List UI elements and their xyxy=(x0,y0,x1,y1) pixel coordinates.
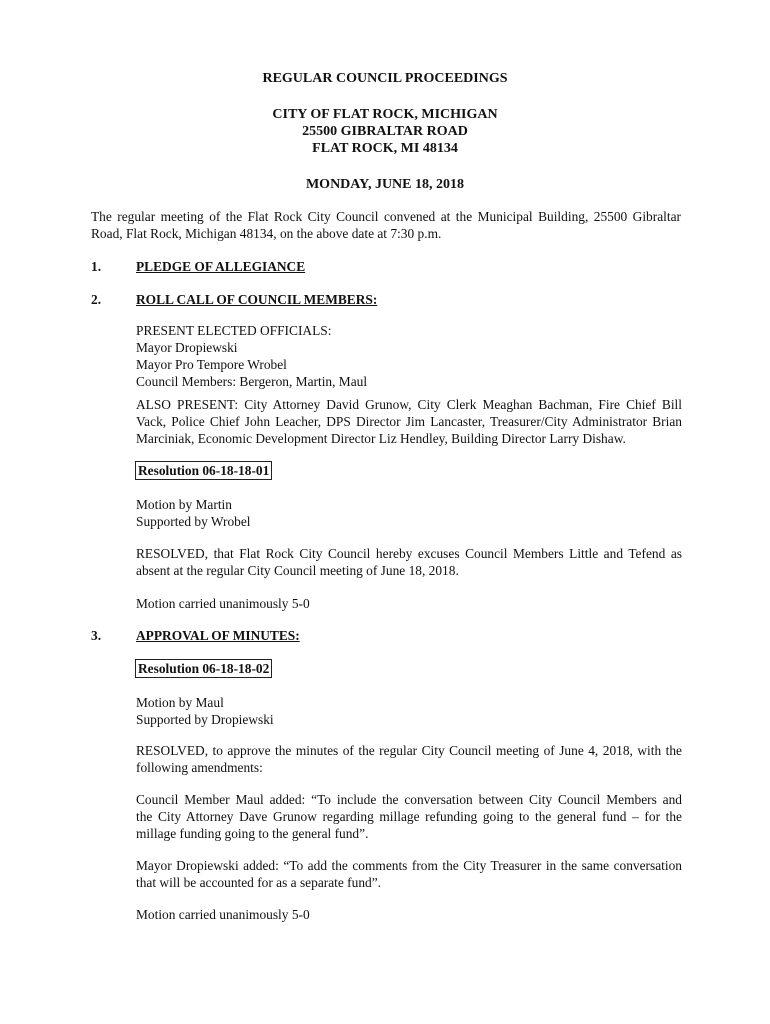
motion-by-2: Motion by Maul xyxy=(136,695,224,710)
section-title-pledge: PLEDGE OF ALLEGIANCE xyxy=(136,259,306,274)
city-name: CITY OF FLAT ROCK, MICHIGAN xyxy=(272,107,498,122)
maul-amendment-line-1: Council Member Maul added: “To include the conversation between City Council Members and xyxy=(136,792,682,807)
also-present-line-2: Vack, Police Chief John Leacher, DPS Director Jim Lancaster, Treasurer/City Administrator Brian xyxy=(136,414,682,429)
present-mayor-pro-tem: Mayor Pro Tempore Wrobel xyxy=(136,357,287,372)
present-mayor: Mayor Dropiewski xyxy=(136,340,238,355)
maul-amendment-line-2: the City Attorney Dave Grunow regarding millage refunding going to the general fund – for the xyxy=(136,809,682,824)
supported-by-2: Supported by Dropiewski xyxy=(136,712,274,727)
section-number-2: 2. xyxy=(91,292,102,307)
meeting-date: MONDAY, JUNE 18, 2018 xyxy=(305,177,465,192)
present-council-members: Council Members: Bergeron, Martin, Maul xyxy=(136,374,368,389)
city-state-zip: FLAT ROCK, MI 48134 xyxy=(312,141,458,156)
section-title-approval-minutes: APPROVAL OF MINUTES: xyxy=(136,628,300,643)
intro-line-1: The regular meeting of the Flat Rock City Council convened at the Municipal Building, 25500 Gibraltar xyxy=(91,209,681,224)
present-officials xyxy=(136,322,682,390)
section-title-roll-call: ROLL CALL OF COUNCIL MEMBERS: xyxy=(136,292,378,307)
maul-amendment-line-3: millage funding going to the general fund”. xyxy=(136,826,369,841)
supported-by-1: Supported by Wrobel xyxy=(136,514,251,529)
motion-result-2: Motion carried unanimously 5-0 xyxy=(136,907,310,922)
also-present-paragraph xyxy=(136,396,682,447)
maul-amendment-paragraph xyxy=(136,791,682,842)
resolved-paragraph-1 xyxy=(136,545,682,579)
resolved-2-line-1: RESOLVED, to approve the minutes of the regular City Council meeting of June 4, 2018, with the xyxy=(136,743,682,758)
section-number-1: 1. xyxy=(91,259,102,274)
resolved-1-line-2: absent at the regular City Council meeting of June 18, 2018. xyxy=(136,563,459,578)
resolved-paragraph-2 xyxy=(136,742,682,776)
also-present-line-3: Marciniak, Economic Development Director Liz Hendley, Building Director Larry Dishaw. xyxy=(136,431,626,446)
street-address: 25500 GIBRALTAR ROAD xyxy=(302,124,468,139)
resolution-label-2: Resolution 06-18-18-02 xyxy=(135,659,272,678)
also-present-line-1: ALSO PRESENT: City Attorney David Grunow, City Clerk Meaghan Bachman, Fire Chief Bill xyxy=(136,397,682,412)
mayor-amendment-paragraph xyxy=(136,857,682,891)
motion-result-1: Motion carried unanimously 5-0 xyxy=(136,596,310,611)
present-heading: PRESENT ELECTED OFFICIALS: xyxy=(136,323,332,338)
motion-block-1 xyxy=(136,496,682,530)
resolution-label-1: Resolution 06-18-18-01 xyxy=(135,461,272,480)
intro-line-2: Road, Flat Rock, Michigan 48134, on the above date at 7:30 p.m. xyxy=(91,226,442,241)
motion-block-2 xyxy=(136,694,682,728)
mayor-amendment-line-1: Mayor Dropiewski added: “To add the comments from the City Treasurer in the same conversation xyxy=(136,858,682,873)
resolved-2-line-2: following amendments: xyxy=(136,760,263,775)
section-number-3: 3. xyxy=(91,628,102,643)
mayor-amendment-line-2: that will be accounted for as a separate fund”. xyxy=(136,875,382,890)
document-title: REGULAR COUNCIL PROCEEDINGS xyxy=(262,71,508,86)
motion-by-1: Motion by Martin xyxy=(136,497,232,512)
resolved-1-line-1: RESOLVED, that Flat Rock City Council hereby excuses Council Members Little and Tefend as xyxy=(136,546,682,561)
intro-paragraph xyxy=(91,208,681,242)
